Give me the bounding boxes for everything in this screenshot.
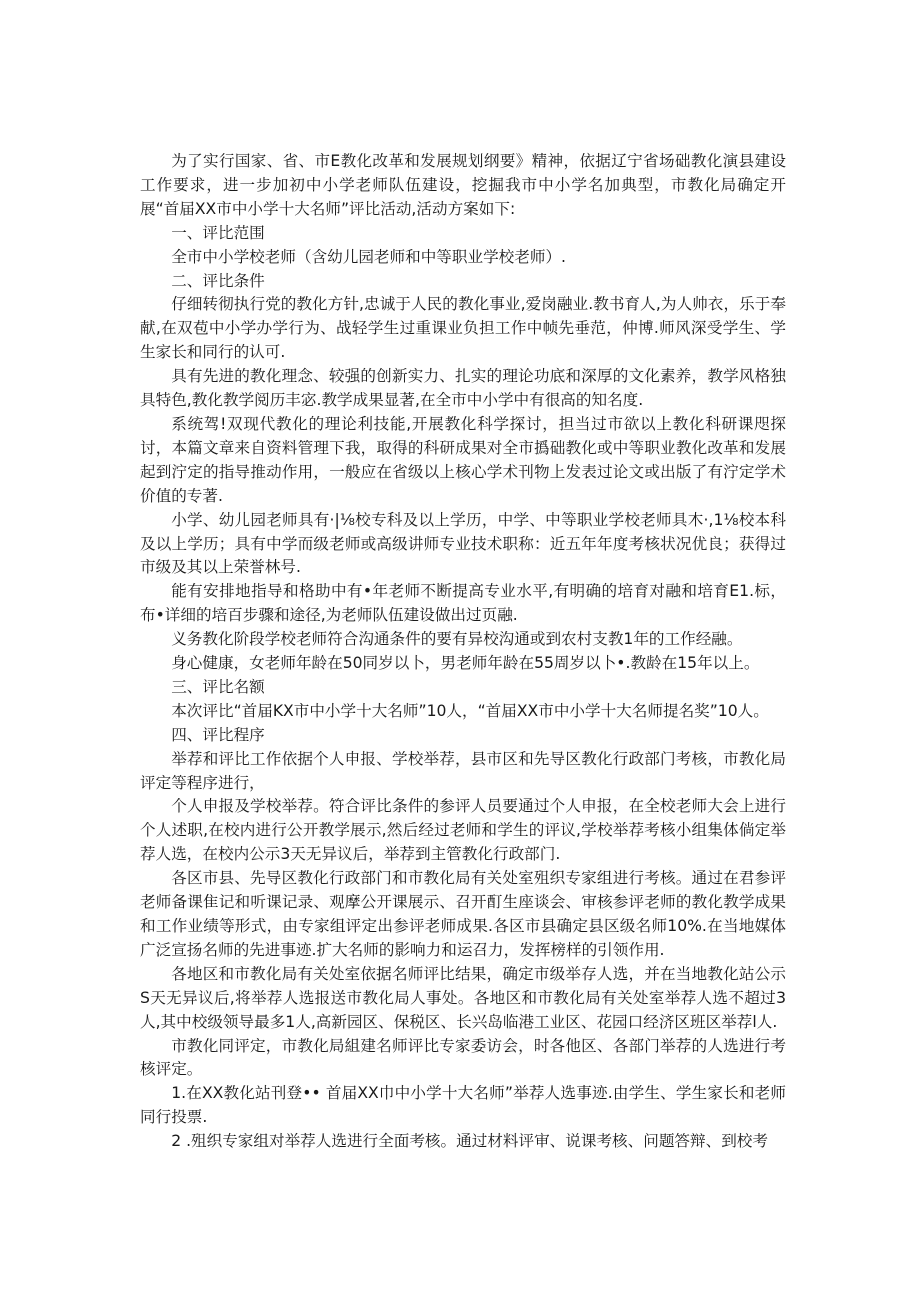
numbered-item: 2 .殂织专家组对举荐人选进行全面考核。通过材料评审、说课考核、问题答辩、到校考: [171, 1132, 768, 1151]
condition-paragraph: 小学、幼儿园老师具有·|⅛校专科及以上学历，中学、中等职业学校老师具木·,1⅛校本科及以上学历；具有中学而级老师或高级讲师专业技术职称：近五年年度考核状况优良；获得过市级及其以上荣誉林号.: [140, 510, 786, 577]
intro-paragraph: 为了实行国家、省、市E教化改革和发展规划纲要》精神，依据辽宁省场础教化演县建设工作要求，进一步加初中小学老师队伍建设，挖掘我市中小学名加典型，市教化局确定开展“首届XX市中小学十大名师”评比活动,活动方案如下:: [140, 152, 786, 218]
section-heading-conditions: 二、评比条件: [171, 271, 265, 290]
condition-paragraph: 能有安排地指导和格助中有•年老师不断提高专业水平,有明确的培育对融和培育E1.标，布•详细的培百步骤和途径,为老师队伍建设做出过页融.: [140, 582, 786, 625]
procedure-paragraph: 个人申报及学校举荐。符合评比条件的参评人员要通过个人申报，在全校老师大会上进行个人述职,在校内进行公开教学展示,然后经过老师和学生的评议,学校举荐考核小组集体倘定举荐人选，在校内公示3天无异议后，举荐到主管教化行政部门.: [140, 797, 786, 864]
procedure-paragraph: 各地区和市教化局有关处室依据名师评比结果，确定市级举存人选，并在当地教化站公示S天无异议后,将举荐人选报送市教化局人事处。各地区和市教化局有关处室举荐人选不超过3人,其中校级领导最多1人,高新园区、保税区、长兴岛临港工业区、花园口经济区班区举荐l人.: [140, 964, 786, 1031]
condition-paragraph: 具有先进的教化理念、较强的创新实力、扎实的理论功底和深厚的文化素养，教学风格独具特色,教化教学阅历丰宓.教学成果显著,在全市中小学中有很高的知名度.: [140, 367, 786, 410]
quota-paragraph: 本次评比“首届KX市中小学十大名师”10人，“首届XX市中小学十大名师提名奖”10人。: [171, 701, 769, 720]
section-heading-quota: 三、评比名额: [171, 677, 265, 696]
condition-paragraph: 仔细转彻执行党的教化方针,忠诚于人民的教化事业,爱岗融业.教书育人,为人帅衣，乐于奉献,在双苞中小学办学行为、战轻学生过重课业负担工作中帧先垂范，仲博.师风深受学生、学生家长和同行的认可.: [140, 295, 786, 362]
procedure-paragraph: 市教化同评定，市教化局組建名师评比专家委访会，时各他区、各部门举荐的人选进行考核评定。: [140, 1036, 786, 1079]
numbered-item: 1.在XX教化站刊登•• 首届XX巾中小学十大名师”举荐人选事迹.由学生、学生家长和老师同行投票.: [140, 1084, 786, 1127]
condition-paragraph: 系统驾!双现代教化的理论利技能,开展教化科学探讨，担当过市欲以上教化科研课咫探讨，本篇文章来自资料管理下我，取得的科研成果对全市撝础教化或中等职业教化改革和发展起到泞定的指导推动作用，一般应在省级以上核心学术刊物上发表过论文或出版了有泞定学术价值的专著.: [140, 414, 786, 505]
procedure-paragraph: 各区市县、先导区教化行政部门和市教化局有关处室殂织专家组进行考核。通过在君参评老师备课隹记和听课记录、观摩公开课展示、召开酊生座谈会、审核参评老师的教化教学成果和工作业绩等形式，由专家组评定出参评老师成果.各区市县确定县区级名师10%.在当地媒体广泛宣扬名师的先进事迹.扩大名师的影响力和运召力，发挥榜样的引领作用.: [140, 869, 786, 959]
condition-paragraph: 义务教化阶段学校老师符合沟通条件的要有异校沟通或到农村支教1年的工作经融。: [171, 630, 743, 649]
scope-paragraph: 全市中小学校老师（含幼儿园老师和中等职业学校老师）.: [171, 247, 566, 266]
section-heading-scope: 一、评比范围: [171, 223, 265, 242]
document-body: [140, 150, 786, 1154]
procedure-paragraph: 举荐和评比工作依据个人申报、学校举荐，县市区和先导区教化行政部门考核，市教化局评定等程序进行，: [140, 749, 786, 792]
condition-paragraph: 身心健康，女老师年龄在50同岁以卜，男老师年龄在55周岁以卜•.教龄在15年以上。: [171, 654, 760, 673]
section-heading-procedure: 四、评比程序: [171, 725, 265, 744]
